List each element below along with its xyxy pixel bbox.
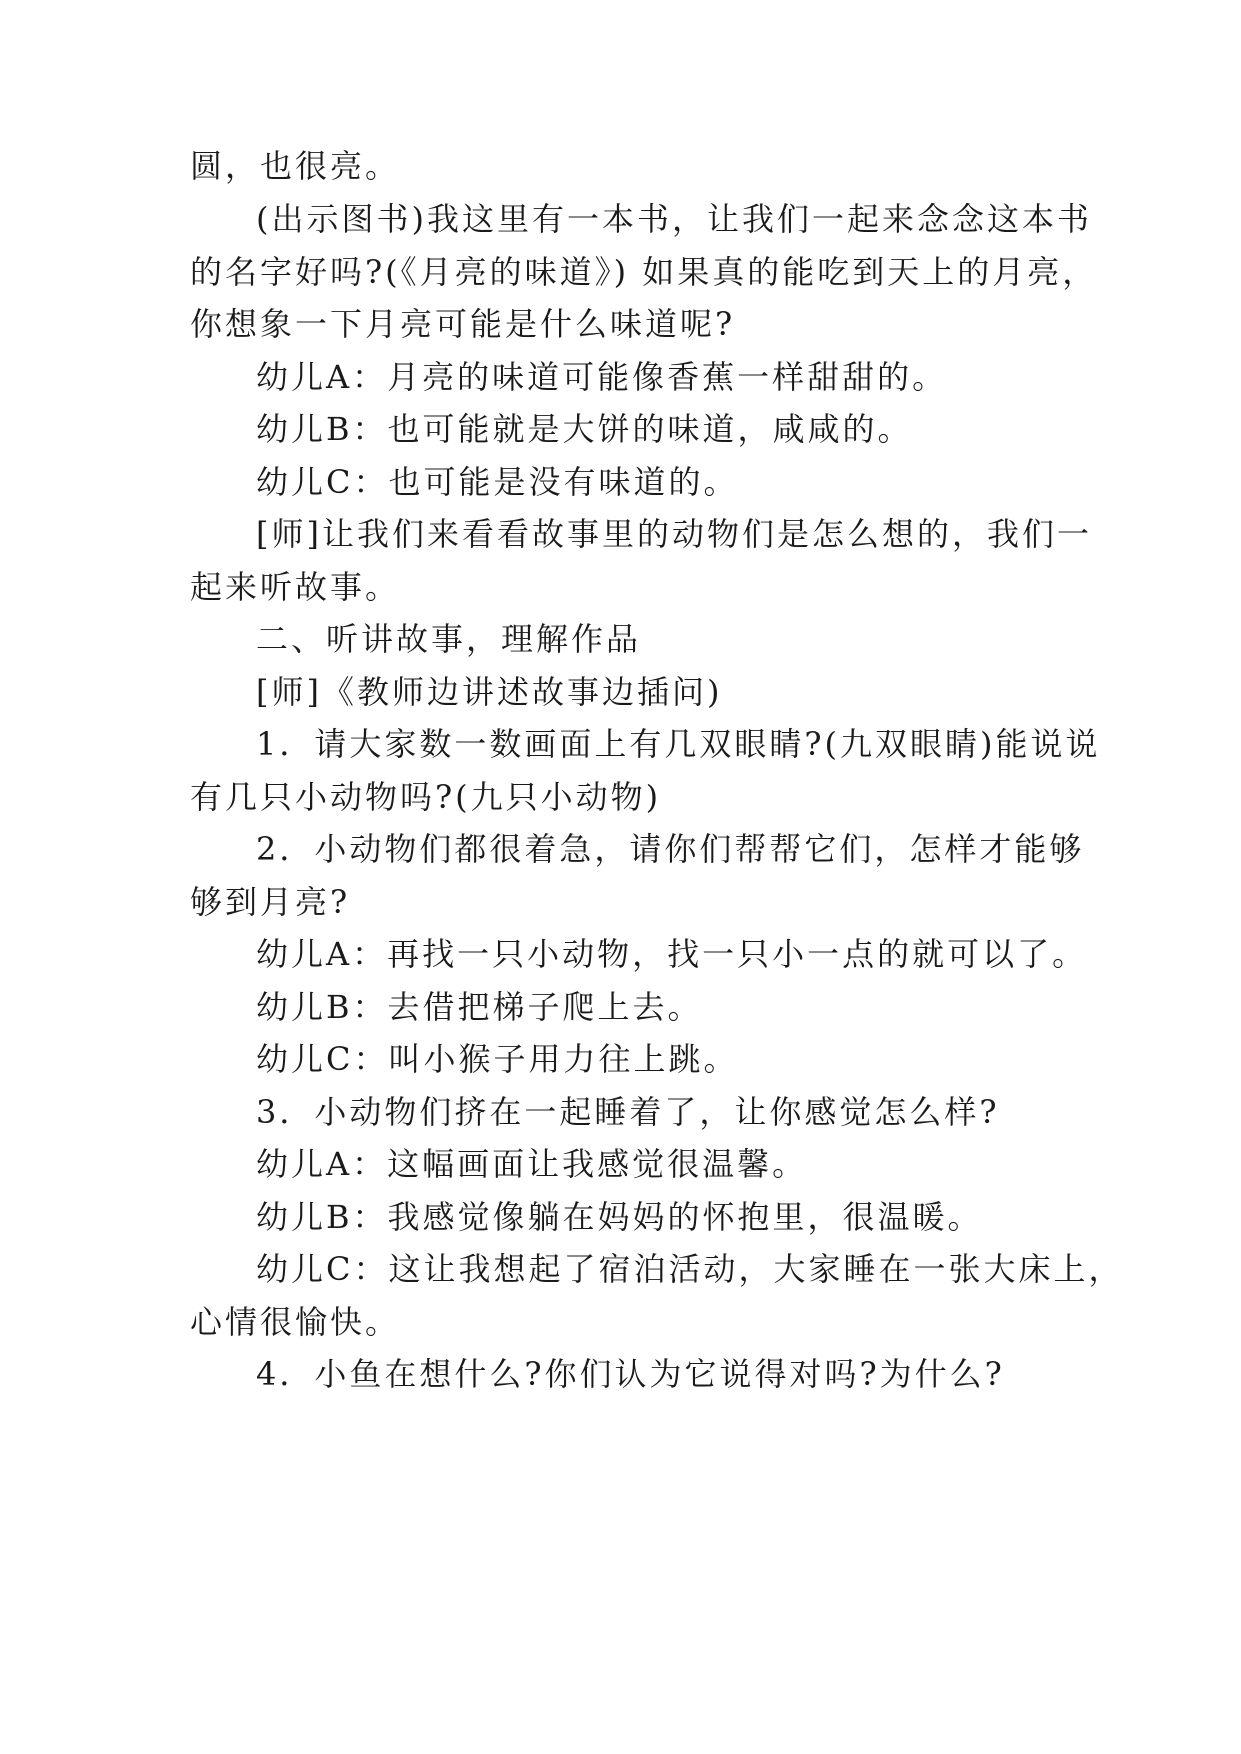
text-line: 4．小鱼在想什么?你们认为它说得对吗?为什么? — [256, 1355, 1005, 1393]
text-line: 幼儿B：去借把梯子爬上去。 — [256, 988, 703, 1026]
text-line: 幼儿C：叫小猴子用力往上跳。 — [256, 1040, 739, 1078]
text-line: 幼儿B：也可能就是大饼的味道，咸咸的。 — [256, 410, 913, 448]
text-line: 3．小动物们挤在一起睡着了，让你感觉怎么样? — [256, 1093, 1000, 1131]
text-line: 幼儿A：再找一只小动物，找一只小一点的就可以了。 — [256, 935, 1088, 973]
text-line: 够到月亮? — [190, 883, 351, 921]
text-line: 幼儿C：也可能是没有味道的。 — [256, 463, 739, 501]
text-line: 幼儿C：这让我想起了宿泊活动，大家睡在一张大床上， — [256, 1250, 1124, 1288]
text-line: (出示图书)我这里有一本书，让我们一起来念念这本书 — [256, 200, 1092, 238]
text-line: 1．请大家数一数画面上有几双眼睛?(九双眼睛)能说说 — [256, 725, 1101, 763]
text-line: 2．小动物们都很着急，请你们帮帮它们，怎样才能够 — [256, 830, 1085, 868]
text-line: [师]让我们来看看故事里的动物们是怎么想的，我们一 — [256, 515, 1092, 553]
text-line: 心情很愉快。 — [190, 1303, 401, 1341]
text-line: 起来听故事。 — [190, 568, 401, 606]
text-line: 你想象一下月亮可能是什么味道呢? — [190, 305, 736, 343]
text-line: 幼儿A：这幅画面让我感觉很温馨。 — [256, 1145, 808, 1183]
text-line: 圆，也很亮。 — [190, 147, 401, 185]
text-line: 幼儿A：月亮的味道可能像香蕉一样甜甜的。 — [256, 358, 948, 396]
text-line: 幼儿B：我感觉像躺在妈妈的怀抱里，很温暖。 — [256, 1198, 983, 1236]
section-heading: 二、听讲故事，理解作品 — [256, 620, 642, 658]
text-line: 的名字好吗?(《月亮的味道》) 如果真的能吃到天上的月亮， — [190, 253, 1098, 291]
text-line: 有几只小动物吗?(九只小动物) — [190, 778, 662, 816]
text-line: [师]《教师边讲述故事边插问) — [256, 673, 723, 711]
